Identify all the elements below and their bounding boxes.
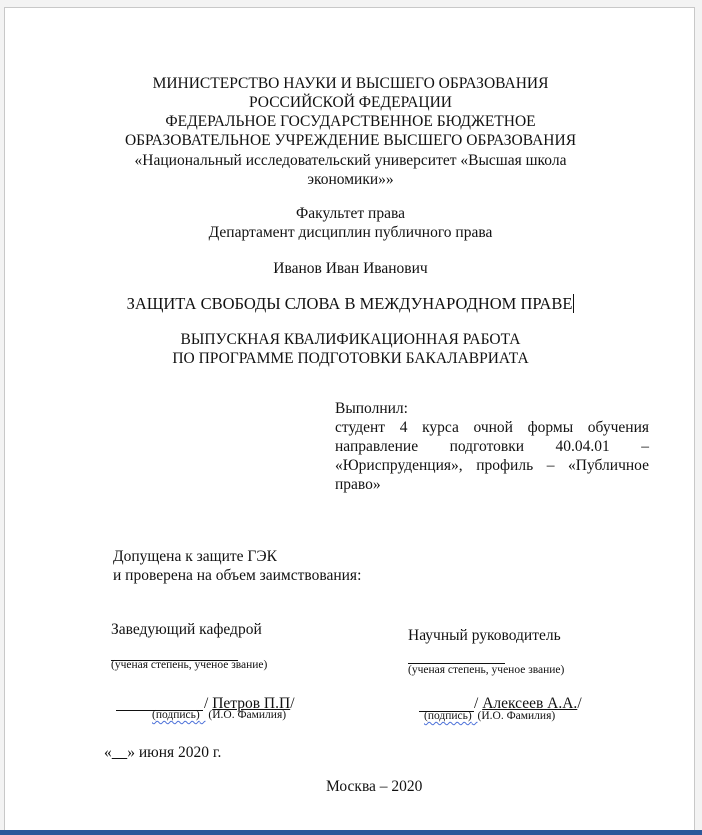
performed-by-label: Выполнил:: [335, 400, 408, 417]
date-line: « » июня 2020 г.: [104, 744, 222, 761]
department: Департамент дисциплин публичного права: [208, 224, 493, 241]
admission-line-2: и проверена на объем заимствования:: [113, 567, 362, 584]
document-page[interactable]: [4, 7, 695, 835]
supervisor-degree-caption: (ученая степень, ученое звание): [408, 664, 565, 676]
head-signature-caption: [152, 708, 286, 722]
city-year: Москва – 2020: [326, 778, 423, 795]
header-line-2: РОССИЙСКОЙ ФЕДЕРАЦИИ: [249, 94, 452, 111]
supervisor-name-caption: (И.О. Фамилия): [477, 710, 556, 722]
header-line-6: экономики»»: [307, 171, 394, 188]
performed-by-details: студент 4 курса очной формы обучения направление подготовки 40.04.01 – «Юриспруденция», профиль – «Публичное право»: [335, 419, 649, 493]
head-of-department-role: Заведующий кафедрой: [111, 621, 262, 638]
supervisor-signature-label: (подпись): [424, 710, 472, 722]
work-type-line-2: ПО ПРОГРАММЕ ПОДГОТОВКИ БАКАЛАВРИАТА: [172, 350, 529, 367]
status-bar: [0, 830, 702, 835]
thesis-title-text: ЗАЩИТА СВОБОДЫ СЛОВА В МЕЖДУНАРОДНОМ ПРАВЕ: [126, 294, 573, 313]
head-name-caption: (И.О. Фамилия): [208, 709, 287, 721]
head-signature-label: (подпись): [152, 709, 200, 721]
head-degree-caption: (ученая степень, ученое звание): [111, 659, 268, 671]
header-line-1: МИНИСТЕРСТВО НАУКИ И ВЫСШЕГО ОБРАЗОВАНИЯ: [152, 75, 549, 92]
header-line-3: ФЕДЕРАЛЬНОЕ ГОСУДАРСТВЕННОЕ БЮДЖЕТНОЕ: [165, 113, 536, 130]
date-day-blank: [112, 744, 128, 761]
supervisor-role: Научный руководитель: [408, 627, 561, 644]
header-line-4: ОБРАЗОВАТЕЛЬНОЕ УЧРЕЖДЕНИЕ ВЫСШЕГО ОБРАЗОВАНИЯ: [124, 132, 577, 149]
thesis-title[interactable]: [5, 294, 696, 313]
work-type-line-1: ВЫПУСКНАЯ КВАЛИФИКАЦИОННАЯ РАБОТА: [180, 331, 521, 348]
supervisor-name-field: / Алексеев А.А./: [474, 695, 582, 712]
head-name: Петров П.П: [212, 695, 291, 712]
author-name: Иванов Иван Иванович: [273, 260, 428, 277]
supervisor-signature-caption: [424, 709, 555, 723]
header-line-5: «Национальный исследовательский университет «Высшая школа: [134, 152, 567, 169]
head-name-field: / Петров П.П/: [204, 695, 295, 712]
text-cursor: [573, 294, 574, 313]
faculty: Факультет права: [296, 205, 405, 222]
supervisor-name: Алексеев А.А.: [482, 695, 578, 712]
admission-line-1: Допущена к защите ГЭК: [113, 548, 277, 565]
